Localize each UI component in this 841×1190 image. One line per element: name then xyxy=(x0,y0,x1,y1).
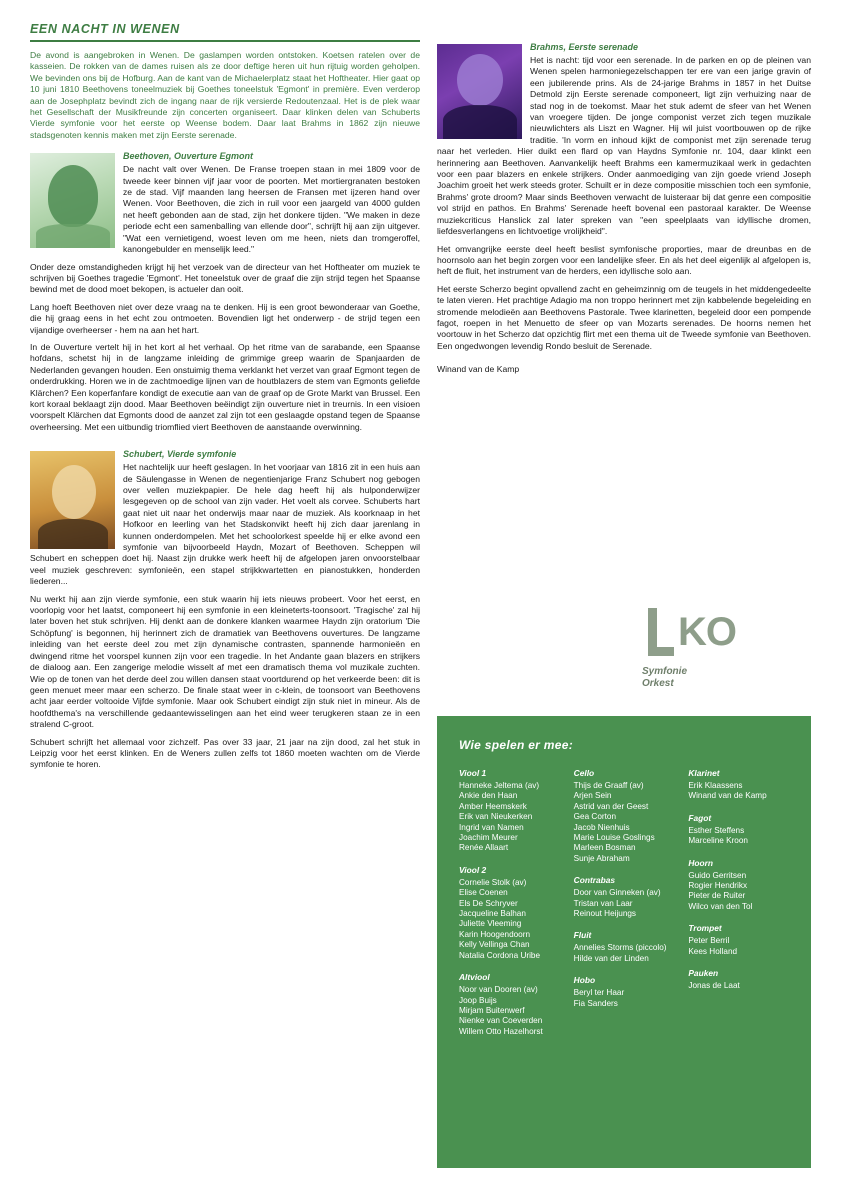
brahms-paragraph-3: Het eerste Scherzo begint opvallend zacht en geheimzinnig om de teugels in het middengedeelte te laten vieren. Het prachtige Adagio ma non troppo herinnert met zijn kabbelende begeleiding en stromende melodieën aan Beethovens Pastorale. Twee klarinetten, begeleid door een pompende fagot, roepen in het Menuetto de sfeer op van Mozarts serenades. De hoorns nemen het voortouw in het Scherzo dat opzichtig flirt met een thema uit de Tweede symfonie van Beethoven. Een ongedwongen levendig Rondo besluit de Serenade. xyxy=(437,283,811,351)
performers-group-name: Pauken xyxy=(688,968,719,979)
logo-mark xyxy=(642,608,738,664)
logo-subtitle-line2: Orkest xyxy=(642,678,674,689)
list-item: Nienke van Coeverden xyxy=(459,1016,543,1026)
list-item: Natalia Cordona Uribe xyxy=(459,950,541,960)
beethoven-paragraph-3: Lang hoeft Beethoven niet over deze vraag na te denken. Hij is een groot bewonderaar van Goethe, die hij graag eens in het echt zou ontmoeten. Bovendien ligt het onderwerp - de strijd tegen een vijandige overheerser - hem na aan het hart. xyxy=(30,301,420,335)
performers-group xyxy=(574,930,677,964)
list-item: Amber Heemskerk xyxy=(459,801,527,811)
list-item: Renée Allaart xyxy=(459,843,509,853)
list-item: Esther Steffens xyxy=(688,825,745,835)
performers-group-name: Cello xyxy=(573,768,595,778)
performers-group-name: Contrabas xyxy=(573,875,616,886)
author-signature: Winand van de Kamp xyxy=(437,364,520,375)
list-item: Erik Klaassens xyxy=(688,781,743,790)
schubert-portrait-image xyxy=(30,451,115,549)
performers-group-name: Trompet xyxy=(688,923,722,934)
list-item: Marceline Kroon xyxy=(688,836,748,846)
list-item: Hilde van der Linden xyxy=(573,953,649,963)
performers-group-name: Viool 1 xyxy=(459,768,487,778)
list-item: Gea Corton xyxy=(573,812,616,822)
left-column xyxy=(30,50,420,771)
list-item: Cornelie Stolk (av) xyxy=(459,877,527,887)
schubert-paragraph-3: Schubert schrijft het allemaal voor zichzelf. Pas over 33 jaar, 21 jaar na zijn dood, zal het stuk in Leipzig voor het eerst klinken. En de Weners zullen zelfs tot 1860 moeten wachten om de Vierde symfonie te horen. xyxy=(30,736,420,770)
right-column xyxy=(437,42,811,374)
logo-subtitle-line1: Symfonie xyxy=(642,666,688,677)
beethoven-paragraph-4: In de Ouverture vertelt hij in het kort al het verhaal. Op het ritme van de sarabande, een Spaanse hofdans, schetst hij in de langzame inleiding de grimmige greep waarin de Spanjaarden de Nederlanden gevangen houden. Een onstuimig thema verklankt het verzet van graaf Egmont tegen de onderdrukking. Horen we in de zachtmoedige lijnen van de houtblazers de stem van Egmonts geliefde Klärchen? Een koperfanfare kondigt de executie aan van de graaf op de Grote Markt van Brussel. Een kort koraal beklaagt zijn dood. Maar Beethoven beëindigt zijn ouverture niet in treurnis. In een visioen voorspelt Klärchen dat Egmonts dood de aanzet zal zijn tot een geslaagde opstand tegen de Spaanse overheersing. Met een uitbundig triomflied viert Beethoven de aanstaande overwinning. xyxy=(30,341,420,432)
brahms-heading: Brahms, Eerste serenade xyxy=(530,42,639,52)
list-item: Jonas de Laat xyxy=(688,981,740,991)
performers-group xyxy=(574,768,677,864)
performers-group xyxy=(688,923,791,957)
brahms-paragraph-2: Het omvangrijke eerste deel heeft beslist symfonische proporties, maar de dreunbas en de hoornsolo aan het begin zorgen voor een landelijke sfeer. En als het deel eigenlijk al afgelopen is, heft de fluit, het instrument van de herders, een idyllische solo aan. xyxy=(437,243,811,277)
performers-column xyxy=(574,768,677,1048)
list-item: Reinout Heijungs xyxy=(573,909,637,919)
performers-group-name: Fagot xyxy=(688,812,712,823)
performers-group xyxy=(688,813,791,847)
performers-group xyxy=(688,968,791,991)
beethoven-heading: Beethoven, Ouverture Egmont xyxy=(123,151,254,162)
list-item: Ingrid van Namen xyxy=(459,822,524,832)
list-item: Jacob Nienhuis xyxy=(573,822,630,832)
list-item: Beryl ter Haar xyxy=(573,988,625,998)
performers-group xyxy=(688,858,791,913)
logo-subtitle xyxy=(642,666,772,690)
list-item: Jacqueline Balhan xyxy=(459,909,526,919)
brahms-portrait-image xyxy=(437,44,522,139)
list-item: Karin Hoogendoorn xyxy=(459,929,531,939)
list-item: Rogier Hendrikx xyxy=(688,881,748,891)
section-brahms xyxy=(437,42,811,238)
performers-group-name: Hobo xyxy=(573,975,596,986)
brahms-paragraph-1: Het is nacht: tijd voor een serenade. In de parken en op de pleinen van Wenen spelen harmoniegezelschappen ter ere van een jarige gravin of een jubilerende prins. Als de 24-jarige Brahms in 1857 in het Duitse Detmold zijn Eerste serenade componeert, ligt zijn verhuizing naar de stad nog in de toekomst. Maar het stuk ademt de sfeer van het Wenen van vroegere tijden. De jonge componist verzet zich tegen muzikale nieuwlichters als Liszt en Wagner. Hij wil juist voortbouwen op de rijke traditie. 'In vorm en inhoud kijkt de componist met zijn serenade terug naar het verleden. Hier duikt een flard op van Haydns Symfonie nr. 104, daar klinkt een herinnering aan Beethoven. Aanvankelijk heeft Brahms een kamermuzikaal werk in gedachten voor een paar blazers en enkele strijkers. Onder aanmoediging van zijn goede vriend Joseph Joachim groeit het werk steeds groter. Schuilt er in deze compositie misschien toch een symfonie, Brahms' grote droom? Maar sinds Beethoven verwacht de luisteraar bij dat genre een compositie vol strijd en pathos. En Brahms' Serenade heeft bovenal een pastoraal karakter. De Weense muziekcriticus Hanslick zal later spreken van "een speelplaats van idyllische dromen, liefdesverlangens en lichtvoetige vrolijkheid". xyxy=(437,55,811,237)
list-item: Thijs de Graaff (av) xyxy=(573,781,644,790)
schubert-heading: Schubert, Vierde symfonie xyxy=(123,449,237,460)
list-item: Marie Louise Goslings xyxy=(573,833,655,843)
performers-title: Wie spelen er mee: xyxy=(459,738,574,752)
list-item: Juliette Vleeming xyxy=(459,919,522,929)
section-schubert xyxy=(30,449,420,587)
list-item: Sunje Abraham xyxy=(573,853,630,863)
performers-column xyxy=(688,768,791,1048)
schubert-paragraph-1: Het nachtelijk uur heeft geslagen. In het voorjaar van 1816 zit in een huis aan de Säulengasse in Wenen de negentienjarige Franz Schubert nog gebogen over vellen muziekpapier. De hele dag heeft hij als hulponderwijzer lesgegeven op de school van zijn vader. Het voelt als corvee. Schuberts hart gaat niet uit naar het onderwijs maar naar de muziek. Als koorknaap in het Hofkoor en leerling van het Stadskonvikt heeft hij zich daar jarenlang in kunnen onderdompelen. Met het schoolorkest speelde hij er elke avond een symfonie van bijvoorbeeld Haydn, Mozart of Beethoven. Scheppen wil Schubert en scheppen doet hij. Naast zijn drukke werk heeft hij de afgelopen jaren onvoorstelbaar veel muziek geschreven: symfonieën, een stapel strijkkwartetten en pianostukken, honderden liederen... xyxy=(30,462,420,587)
performers-group xyxy=(688,768,791,802)
list-item: Mirjam Buitenwerf xyxy=(459,1005,525,1015)
list-item: Peter Berril xyxy=(688,936,730,946)
performers-columns xyxy=(459,768,791,1048)
list-item: Joop Buijs xyxy=(459,995,497,1005)
performers-group-name: Altviool xyxy=(459,972,490,983)
performers-group-name: Viool 2 xyxy=(459,864,487,875)
list-item: Wilco van den Tol xyxy=(688,901,753,911)
performers-group-name: Klarinet xyxy=(688,768,720,778)
list-item: Kelly Vellinga Chan xyxy=(459,940,530,950)
list-item: Arjen Sein xyxy=(573,791,612,801)
performers-group-name: Fluit xyxy=(573,930,592,941)
title-divider xyxy=(30,40,420,42)
list-item: Willem Otto Hazelhorst xyxy=(459,1026,543,1036)
list-item: Els De Schryver xyxy=(459,898,518,908)
schubert-paragraph-2: Nu werkt hij aan zijn vierde symfonie, een stuk waarin hij iets nieuws probeert. Voor het eerst, en voorlopig voor het laatst, componeert hij een symfonie in een kleineterts-toonsoort. 'Tragische' zal hij later boven het stuk schrijven. Hij denkt aan de donkere klanken waarmee Haydn zijn oratorium 'Die Schöpfung' is begonnen, hij herinnert zich de dramatiek van Beethovens ouvertures. De langzame inleiding van het eerste deel zou met zijn dynamische contrasten, spannende harmonieën en dwingend ritme het voorspel kunnen zijn voor een tragedie. In het Andante gaan blazers en strijkers de dialoog aan. Een zangerige melodie wisselt af met een dramatisch thema vol muzikale zuchten. Wie op de tonen van het derde deel zou willen dansen staat voortdurend op het verkeerde been: dit is geen menuet meer maar een scherzo. De finale staat weer in c-klein, de toonsoort van Beethovens acht jaar eerder voltooide Vijfde symfonie. Maar ook Schubert eindigt zijn stuk niet in mineur. Als de hoofdthema's na verschillende gedaantewisselingen aan het eind weer terugkeren staan ze in een stralend C-groot. xyxy=(30,593,420,730)
list-item: Kees Holland xyxy=(688,946,738,956)
performers-group xyxy=(459,972,562,1037)
beethoven-portrait-image xyxy=(30,153,115,248)
list-item: Ankie den Haan xyxy=(459,791,518,801)
list-item: Marleen Bosman xyxy=(573,843,636,853)
beethoven-paragraph-1: De nacht valt over Wenen. De Franse troepen staan in mei 1809 voor de tweede keer binnen vijf jaar voor de poorten. Met mortiergranaten bestoken ze de stad. Vijf maanden lang heersen de Fransen met ijzeren hand over Wenen. Voor Beethoven, die zich in ruil voor een jaargeld van 4000 gulden net heeft gebonden aan de stad, zijn het donkere tijden. "We maken in deze periode echt een samenballing van ellende door", schrijft hij aan zijn uitgever. "Wat een vernietigend, woest leven om me heen, niets dan tromgeroffel, kanongebulder en menselijk leed." xyxy=(123,164,420,255)
performers-panel xyxy=(437,716,811,1168)
list-item: Fia Sanders xyxy=(573,998,618,1008)
list-item: Pieter de Ruiter xyxy=(688,891,746,901)
page-title: EEN NACHT IN WENEN xyxy=(30,22,180,36)
list-item: Door van Ginneken (av) xyxy=(573,888,661,898)
performers-group xyxy=(574,875,677,919)
list-item: Winand van de Kamp xyxy=(688,791,767,801)
logo-l-shape-icon xyxy=(648,608,657,656)
list-item: Elise Coenen xyxy=(459,888,508,898)
performers-group xyxy=(459,865,562,961)
orchestra-logo xyxy=(642,608,772,704)
list-item: Noor van Dooren (av) xyxy=(459,985,538,995)
performers-group-name: Hoorn xyxy=(688,857,713,868)
list-item: Guido Gerritsen xyxy=(688,870,747,880)
performers-column xyxy=(459,768,562,1048)
logo-letters: KO xyxy=(678,610,736,654)
section-beethoven xyxy=(30,151,420,255)
intro-paragraph: De avond is aangebroken in Wenen. De gaslampen worden ontstoken. Koetsen ratelen over de kasseien. De rokken van de dames ruisen als ze door deftige heren uit hun rijtuig worden geholpen. We bevinden ons bij de Hofburg. Aan de kant van de Michaelerplatz staat het Hoftheater. Hier gaat op 10 juni 1810 Beethovens toneelmuziek bij Goethes toneelstuk 'Egmont' in première. Even verderop aan de Josephplatz bevindt zich de ingang naar de rijk versierde Redoutenzaal. Het is de plek waar het Gesellschaft der Musikfreunde zijn concerten organiseert. Daar klinken delen van Schuberts Vierde symfonie voor het eerste op Weense bodem. Daar laat Brahms in 1862 zijn nieuwe stadsgenoten kennis maken met zijn Eerste serenade. xyxy=(30,50,420,140)
list-item: Astrid van der Geest xyxy=(573,801,649,811)
performers-group xyxy=(459,768,562,854)
list-item: Hanneke Jeltema (av) xyxy=(459,781,540,790)
list-item: Annelies Storms (piccolo) xyxy=(573,943,667,953)
beethoven-paragraph-2: Onder deze omstandigheden krijgt hij het verzoek van de directeur van het Hoftheater om muziek te schrijven bij Goethes tragedie 'Egmont'. Het toneelstuk over de graaf die zijn strijd tegen het Spaanse bewind met de dood moet bekopen, is actueler dan ooit. xyxy=(30,261,420,295)
list-item: Joachim Meurer xyxy=(459,833,518,843)
performers-group xyxy=(574,975,677,1009)
list-item: Erik van Nieukerken xyxy=(459,812,533,822)
list-item: Tristan van Laar xyxy=(573,898,633,908)
